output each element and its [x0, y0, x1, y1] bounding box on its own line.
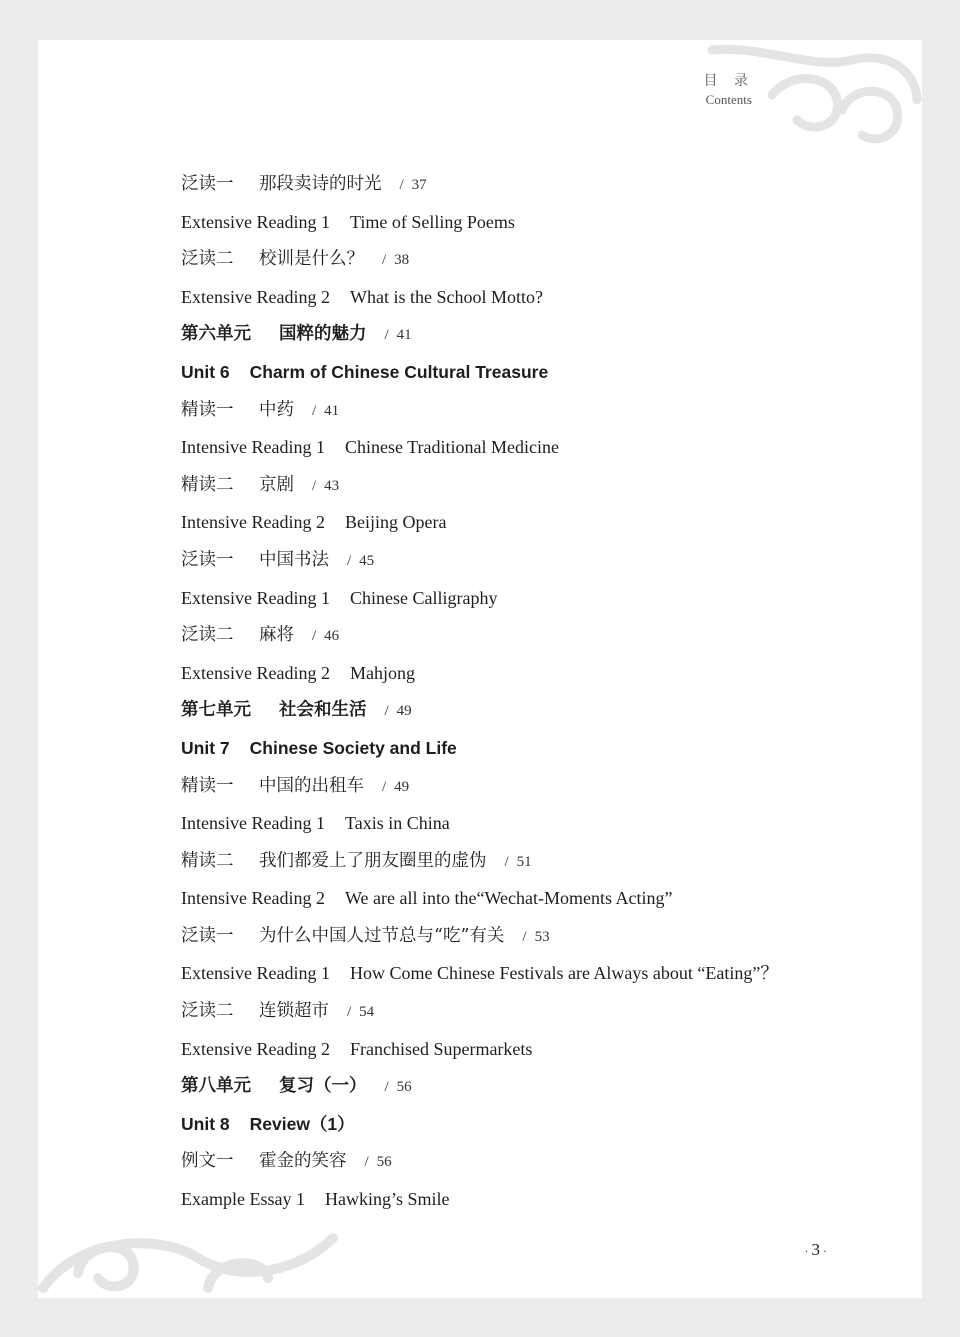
toc-entry-label: Extensive Reading 1	[181, 211, 330, 232]
toc-entry[interactable]	[181, 166, 778, 204]
folio-dot: ·	[823, 1243, 827, 1258]
toc-separator: /	[312, 628, 317, 645]
toc-entry-title: Franchised Supermarkets	[349, 1038, 533, 1059]
toc-entry-title: 我们都爱上了朋友圈里的虚伪	[259, 850, 487, 871]
toc-entry-label: Example Essay 1	[181, 1189, 305, 1210]
toc-entry[interactable]	[181, 805, 778, 843]
toc-entry-label: 泛读二	[181, 249, 234, 270]
toc-separator: /	[382, 778, 387, 795]
toc-entry-title: 中药	[259, 399, 294, 420]
toc-entry-label: 泛读一	[181, 174, 234, 194]
toc-entry-label: Unit 6	[181, 361, 230, 382]
header-title-zh: 目 录	[703, 73, 754, 89]
toc-unit-entry[interactable]	[181, 1068, 778, 1106]
toc-entry-label: 泛读二	[181, 625, 234, 646]
toc-entry-label: 精读一	[181, 399, 234, 420]
toc-separator: /	[399, 177, 404, 193]
toc-page-number: 38	[394, 252, 410, 269]
toc-page-number: 43	[324, 477, 340, 494]
toc-entry[interactable]	[181, 655, 778, 693]
toc-entry-title: 校训是什么？	[259, 249, 364, 270]
folio-dot: ·	[804, 1243, 809, 1258]
toc-entry-label: 第六单元	[181, 324, 251, 345]
toc-separator: /	[384, 1079, 389, 1096]
toc-entry[interactable]	[181, 429, 778, 467]
toc-page-number: 41	[396, 327, 412, 344]
toc-entry-title: 京剧	[259, 474, 294, 495]
toc-entry-label: Intensive Reading 1	[181, 813, 325, 834]
toc-page-number: 56	[396, 1079, 412, 1096]
toc-page-number: 53	[534, 928, 550, 945]
toc-entry-label: 泛读一	[181, 549, 234, 570]
toc-entry-label: 精读二	[181, 474, 234, 495]
toc-entry-label: Intensive Reading 2	[181, 888, 325, 909]
toc-entry-title: Mahjong	[349, 662, 415, 683]
toc-unit-entry[interactable]	[181, 354, 778, 392]
toc-unit-entry[interactable]	[181, 692, 778, 730]
toc-entry-label: Extensive Reading 2	[181, 286, 330, 307]
toc-page-number: 49	[394, 778, 410, 795]
toc-entry-title: 复习（一）	[279, 1076, 367, 1097]
toc-separator: /	[522, 928, 527, 945]
toc-page-number: 37	[411, 177, 427, 193]
toc-entry-title: Chinese Traditional Medicine	[344, 437, 559, 458]
toc-separator: /	[312, 402, 317, 419]
toc-entry-title: Chinese Calligraphy	[349, 587, 498, 608]
toc-entry[interactable]	[181, 843, 778, 881]
toc-entry-label: Intensive Reading 2	[181, 512, 325, 533]
toc-entry-title: Review（1）	[249, 1113, 355, 1134]
toc-entry-title: Chinese Society and Life	[249, 737, 457, 758]
toc-entry[interactable]	[181, 955, 778, 993]
toc-separator: /	[384, 327, 389, 344]
toc-entry[interactable]	[181, 1181, 778, 1219]
header-title-en: Contents	[705, 92, 752, 107]
toc-entry-label: Unit 8	[181, 1113, 230, 1134]
toc-entry-label: 精读一	[181, 775, 234, 796]
toc-entry-title: Time of Selling Poems	[349, 211, 515, 232]
toc-entry[interactable]	[181, 504, 778, 542]
toc-entry[interactable]	[181, 1143, 778, 1181]
toc-entry-label: Unit 7	[181, 737, 230, 758]
toc-page-number: 49	[396, 703, 412, 720]
toc-entry-title: We are all into the“Wechat-Moments Acting”	[344, 888, 673, 909]
toc-unit-entry[interactable]	[181, 316, 778, 354]
toc-separator: /	[312, 477, 317, 494]
folio-number: 3	[811, 1240, 820, 1259]
toc-entry-title: 国粹的魅力	[279, 324, 367, 345]
table-of-contents	[181, 166, 778, 1219]
toc-separator: /	[347, 552, 352, 569]
toc-page-number: 56	[376, 1154, 392, 1171]
toc-entry[interactable]	[181, 768, 778, 806]
toc-entry-label: Extensive Reading 1	[181, 587, 330, 608]
toc-entry-title: 为什么中国人过节总与“吃”有关	[259, 925, 505, 946]
toc-entry[interactable]	[181, 392, 778, 430]
toc-entry[interactable]	[181, 617, 778, 655]
toc-unit-entry[interactable]	[181, 1106, 778, 1144]
toc-entry[interactable]	[181, 467, 778, 505]
toc-entry-label: 泛读一	[181, 925, 234, 946]
toc-entry-title: Taxis in China	[344, 813, 450, 834]
toc-separator: /	[347, 1004, 352, 1021]
toc-entry-title: 连锁超市	[259, 1001, 329, 1022]
toc-entry-title: 社会和生活	[279, 700, 367, 721]
toc-entry-label: Extensive Reading 1	[181, 963, 330, 984]
toc-entry[interactable]	[181, 1031, 778, 1069]
document-page	[38, 40, 922, 1298]
toc-separator: /	[504, 853, 509, 870]
toc-entry[interactable]	[181, 241, 778, 279]
toc-separator: /	[382, 252, 387, 269]
toc-entry-title: 那段卖诗的时光	[259, 174, 382, 194]
toc-entry[interactable]	[181, 279, 778, 317]
toc-entry[interactable]	[181, 918, 778, 956]
toc-entry-title: 中国书法	[259, 549, 329, 570]
toc-entry-label: Extensive Reading 2	[181, 1038, 330, 1059]
toc-page-number: 46	[324, 628, 340, 645]
running-header	[704, 74, 754, 107]
toc-entry-title: Hawking’s Smile	[324, 1189, 450, 1210]
toc-entry-title: What is the School Motto?	[349, 286, 543, 307]
toc-separator: /	[384, 703, 389, 720]
toc-entry-label: 例文一	[181, 1151, 234, 1172]
toc-page-number: 41	[324, 402, 340, 419]
toc-separator: /	[364, 1154, 369, 1171]
toc-entry-title: How Come Chinese Festivals are Always about “Eating”？	[349, 963, 779, 984]
toc-entry[interactable]	[181, 542, 778, 580]
toc-entry[interactable]	[181, 880, 778, 918]
toc-entry-label: 第八单元	[181, 1076, 251, 1097]
toc-entry-label: Extensive Reading 2	[181, 662, 330, 683]
toc-entry-label: 泛读二	[181, 1001, 234, 1022]
toc-entry[interactable]	[181, 204, 778, 242]
toc-unit-entry[interactable]	[181, 730, 778, 768]
toc-entry-title: Charm of Chinese Cultural Treasure	[249, 361, 549, 382]
toc-entry-title: 麻将	[259, 625, 294, 646]
toc-entry-title: 中国的出租车	[259, 775, 364, 796]
toc-entry[interactable]	[181, 580, 778, 618]
page-number	[802, 1240, 831, 1260]
toc-page-number: 54	[359, 1004, 375, 1021]
toc-entry-label: 精读二	[181, 850, 234, 871]
toc-page-number: 45	[359, 552, 375, 569]
toc-entry[interactable]	[181, 993, 778, 1031]
toc-page-number: 51	[516, 853, 532, 870]
toc-entry-title: Beijing Opera	[344, 512, 447, 533]
toc-entry-title: 霍金的笑容	[259, 1151, 347, 1172]
toc-entry-label: Intensive Reading 1	[181, 437, 325, 458]
toc-entry-label: 第七单元	[181, 700, 251, 721]
